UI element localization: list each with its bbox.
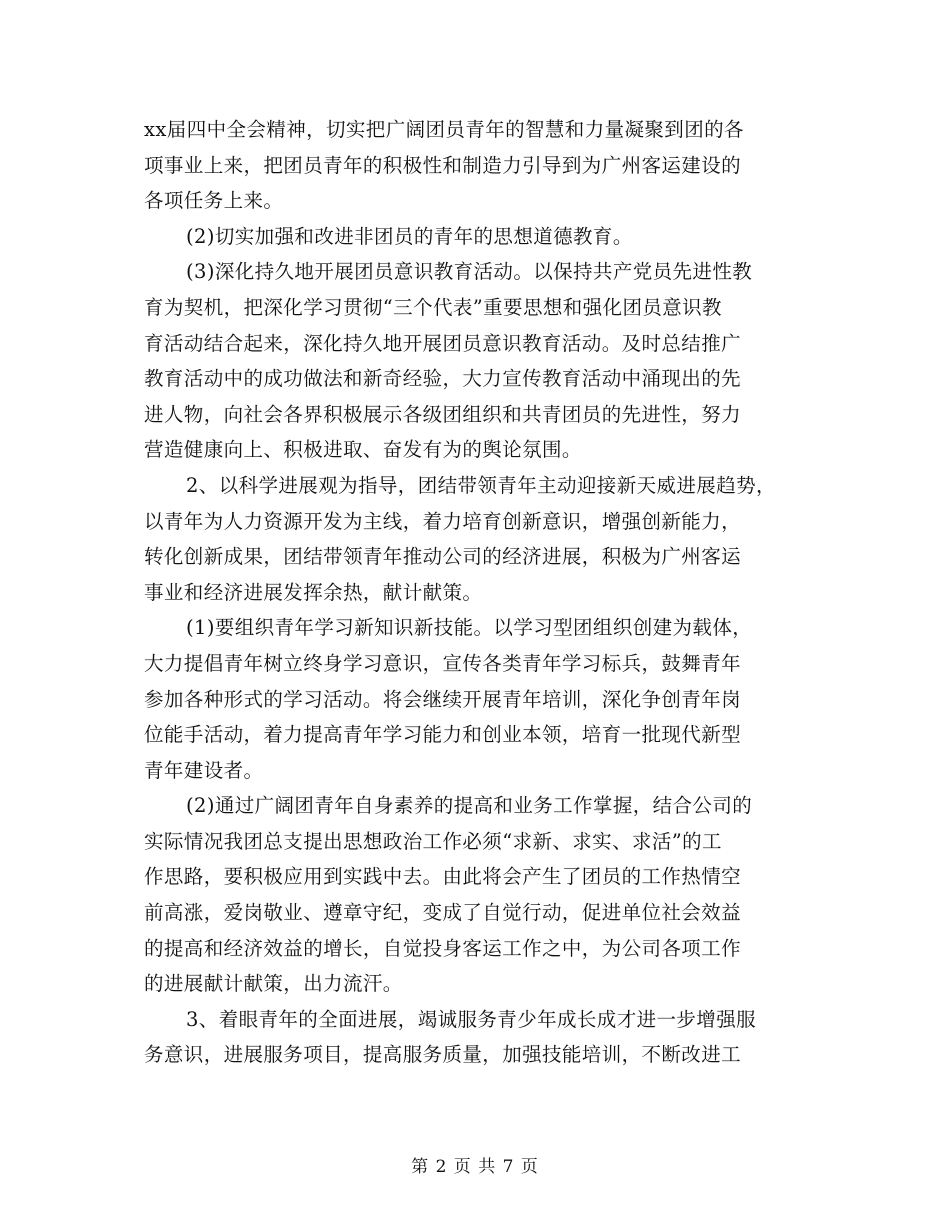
text-line: 的进展献计献策，出力流汗。: [144, 972, 403, 996]
text-line: (2)通过广阔团青年自身素养的提高和业务工作掌握，结合公司的: [186, 794, 753, 818]
text-line: 事业和经济进展发挥余热，献计献策。: [144, 580, 483, 604]
text-line: 项事业上来，把团员青年的积极性和制造力引导到为广州客运建设的: [144, 153, 742, 177]
text-line: 以青年为人力资源开发为主线，着力培育创新意识，增强创新能力，: [144, 509, 742, 533]
text-line: 转化创新成果，团结带领青年推动公司的经济进展，积极为广州客运: [144, 545, 742, 569]
text-line: 进人物，向社会各界积极展示各级团组织和共青团员的先进性，努力: [144, 402, 742, 426]
page-number-footer: 第 2 页 共 7 页: [411, 1157, 539, 1177]
text-line: 3、着眼青年的全面进展，竭诚服务青少年成长成才进一步增强服: [186, 1007, 757, 1031]
text-line: 各项任务上来。: [144, 189, 284, 213]
text-line: 位能手活动，着力提高青年学习能力和创业本领，培育一批现代新型: [144, 723, 742, 747]
text-line: xx届四中全会精神，切实把广阔团员青年的智慧和力量凝聚到团的各: [144, 118, 744, 141]
text-line: 作思路，要积极应用到实践中去。由此将会产生了团员的工作热情空: [144, 865, 742, 889]
text-line: (3)深化持久地开展团员意识教育活动。以保持共产党员先进性教: [186, 260, 753, 284]
text-line: 营造健康向上、积极进取、奋发有为的舆论氛围。: [144, 438, 582, 462]
text-line: 大力提倡青年树立终身学习意识，宣传各类青年学习标兵，鼓舞青年: [144, 651, 742, 675]
text-line: (1)要组织青年学习新知识新技能。以学习型团组织创建为载体，: [186, 616, 753, 640]
text-line: (2)切实加强和改进非团员的青年的思想道德教育。: [186, 224, 633, 248]
text-line: 务意识，进展服务项目，提高服务质量，加强技能培训，不断改进工: [144, 1043, 742, 1067]
text-line: 青年建设者。: [144, 758, 264, 782]
text-line: 的提高和经济效益的增长，自觉投身客运工作之中，为公司各项工作: [144, 936, 742, 960]
text-line: 育活动结合起来，深化持久地开展团员意识教育活动。及时总结推广: [144, 331, 742, 355]
text-line: 前高涨，爱岗敬业、遵章守纪，变成了自觉行动，促进单位社会效益: [144, 901, 742, 925]
document-body: [144, 112, 824, 1073]
text-line: 育为契机，把深化学习贯彻“三个代表”重要思想和强化团员意识教: [144, 295, 722, 319]
text-line: 教育活动中的成功做法和新奇经验，大力宣传教育活动中涌现出的先: [144, 367, 742, 391]
text-line: 参加各种形式的学习活动。将会继续开展青年培训，深化争创青年岗: [144, 687, 742, 711]
text-line: 实际情况我团总支提出思想政治工作必须“求新、求实、求活”的工: [144, 829, 722, 853]
text-line: 2、以科学进展观为指导，团结带领青年主动迎接新天威进展趋势，: [186, 473, 776, 497]
